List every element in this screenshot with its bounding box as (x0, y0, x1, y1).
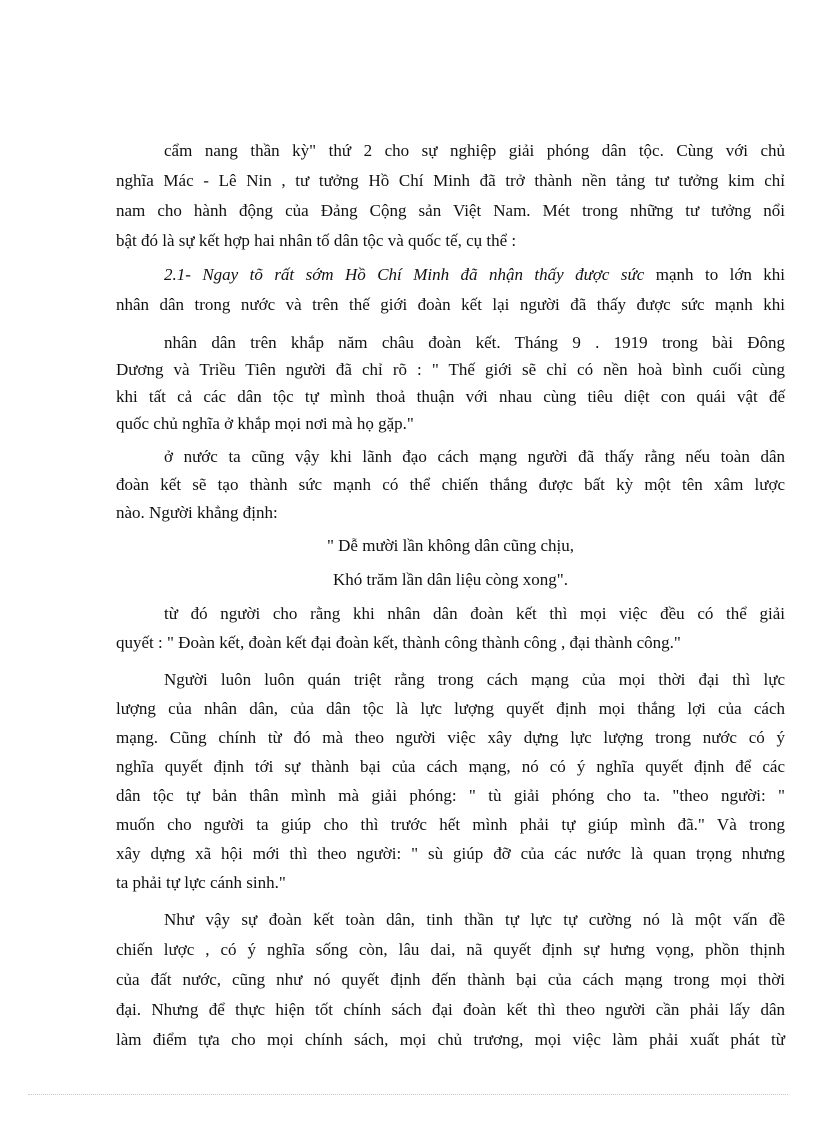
para2-line1-rest: mạnh to lớn khi (644, 265, 786, 284)
para6-line7: xây dựng xã hội mới thì theo người: " sù giúp đỡ của các nước là quan trọng nhưng (116, 844, 785, 863)
quote-line2: Khó trăm lần dân liệu còng xong". (333, 570, 568, 589)
para6-line1: Người luôn luôn quán triệt rằng trong cách mạng của mọi thời đại thì lực (164, 670, 785, 689)
para6-line2: lượng của nhân dân, của dân tộc là lực lượng quyết định mọi thắng lợi của cách (116, 699, 785, 718)
para5-line2: quyết : " Đoàn kết, đoàn kết đại đoàn kết, thành công thành công , đại thành công." (116, 633, 681, 652)
para4-line2: đoàn kết sẽ tạo thành sức mạnh có thể chiến thắng được bất kỳ một tên xâm lược (116, 475, 785, 494)
para1-line2: nghĩa Mác - Lê Nin , tư tưởng Hồ Chí Minh đã trở thành nền tảng tư tưởng kim chỉ (116, 171, 785, 190)
para3-line3: khi tất cả các dân tộc tự mình thoả thuận với nhau cùng tiêu diệt con quái vật đế (116, 387, 785, 406)
para2-italic-lead: 2.1- Ngay tõ rất sớm Hồ Chí Minh đã nhận thấy được sức (164, 265, 645, 284)
para7-line3: của đất nước, cũng như nó quyết định đến thành bại của cách mạng trong mọi thời (116, 970, 785, 989)
para7-line5: làm điểm tựa cho mọi chính sách, mọi chủ trương, mọi việc làm phải xuất phát từ (116, 1030, 785, 1049)
para1-line1: cẩm nang thần kỳ" thứ 2 cho sự nghiệp giải phóng dân tộc. Cùng với chủ (164, 141, 785, 160)
para1-line3: nam cho hành động của Đảng Cộng sản Việt Nam. Mét trong những tư tưởng nổi (116, 201, 785, 220)
para1-line4: bật đó là sự kết hợp hai nhân tố dân tộc và quốc tế, cụ thể : (116, 231, 517, 250)
para6-line5: dân tộc tự bản thân mình mà giải phóng: " tù giải phóng cho ta. "theo người: " (116, 786, 785, 805)
para7-line2: chiến lược , có ý nghĩa sống còn, lâu dai, nã quyết định sự hưng vọng, phồn thịnh (116, 940, 785, 959)
para2-line2: nhân dân trong nước và trên thế giới đoàn kết lại người đã thấy được sức mạnh khi (116, 295, 785, 314)
para4-line3: nào. Người khẳng định: (116, 503, 278, 522)
para3-line4: quốc chủ nghĩa ở khắp mọi nơi mà họ gặp." (116, 414, 414, 433)
para3-line2: Dương và Triều Tiên người đã chỉ rõ : " Thế giới sẽ chỉ có nền hoà bình cuối cùng (116, 360, 785, 379)
para6-line6: muốn cho người ta giúp cho thì trước hết mình phải tự giúp mình đã." Và trong (116, 815, 785, 834)
para6-line8: ta phải tự lực cánh sinh." (116, 873, 286, 892)
para3-line1: nhân dân trên khắp năm châu đoàn kết. Tháng 9 . 1919 trong bài Đông (164, 333, 785, 352)
para6-line4: nghĩa quyết định tới sự thành bại của cách mạng, nó có ý nghĩa quyết định để các (116, 757, 785, 776)
para5-line1: từ đó người cho rằng khi nhân dân đoàn kết thì mọi việc đều có thể giải (164, 604, 785, 623)
para7-line1: Như vậy sự đoàn kết toàn dân, tinh thần tự lực tự cường nó là một vấn đề (164, 910, 785, 929)
page-bottom-rule (28, 1094, 788, 1095)
para6-line3: mạng. Cũng chính từ đó mà theo người việc xây dựng lực lượng trong nước có ý (116, 728, 785, 747)
quote-line1: " Dễ mười lần không dân cũng chịu, (326, 536, 575, 555)
para2-line1 (164, 265, 785, 285)
para7-line4: đại. Nhưng để thực hiện tốt chính sách đại đoàn kết thì theo người cần phải lấy dân (116, 1000, 785, 1019)
para4-line1: ở nước ta cũng vậy khi lãnh đạo cách mạng người đã thấy rằng nếu toàn dân (164, 447, 785, 466)
